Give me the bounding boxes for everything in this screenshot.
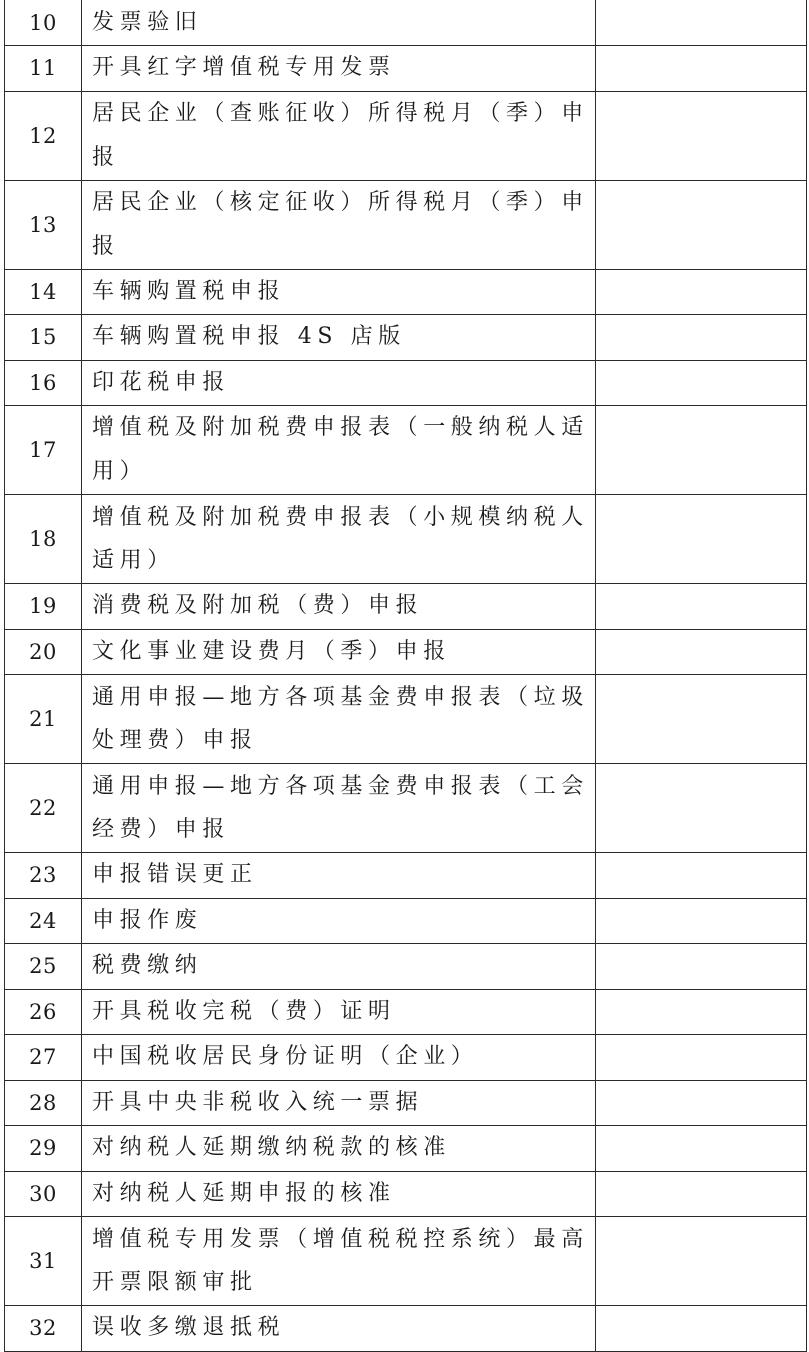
- row-number: 23: [5, 853, 82, 899]
- row-number: 14: [5, 269, 82, 315]
- service-item-name: 开具红字增值税专用发票: [82, 46, 596, 92]
- row-number: 27: [5, 1035, 82, 1081]
- empty-cell: [596, 406, 807, 495]
- row-number: 18: [5, 495, 82, 584]
- table-row: [5, 0, 807, 46]
- empty-cell: [596, 1217, 807, 1306]
- empty-cell: [596, 584, 807, 630]
- table-row: [5, 406, 807, 495]
- row-number: 11: [5, 46, 82, 92]
- empty-cell: [596, 675, 807, 764]
- service-item-name: 居民企业（查账征收）所得税月（季）申报: [82, 91, 596, 180]
- table-row: [5, 1306, 807, 1352]
- empty-cell: [596, 629, 807, 675]
- table-row: [5, 675, 807, 764]
- table-row: [5, 989, 807, 1035]
- table-row: [5, 584, 807, 630]
- empty-cell: [596, 1306, 807, 1352]
- service-item-name: 发票验旧: [82, 0, 596, 46]
- service-item-name: 车辆购置税申报: [82, 269, 596, 315]
- row-number: 24: [5, 898, 82, 944]
- service-item-name: 税费缴纳: [82, 944, 596, 990]
- service-item-name: 申报错误更正: [82, 853, 596, 899]
- service-item-name: 申报作废: [82, 898, 596, 944]
- row-number: 20: [5, 629, 82, 675]
- table-row: [5, 180, 807, 269]
- service-item-name: 对纳税人延期申报的核准: [82, 1171, 596, 1217]
- row-number: 31: [5, 1217, 82, 1306]
- table-row: [5, 1171, 807, 1217]
- service-item-name: 居民企业（核定征收）所得税月（季）申报: [82, 180, 596, 269]
- table-row: [5, 898, 807, 944]
- service-item-name: 误收多缴退抵税: [82, 1306, 596, 1352]
- row-number: 30: [5, 1171, 82, 1217]
- empty-cell: [596, 989, 807, 1035]
- service-item-name: 对纳税人延期缴纳税款的核准: [82, 1126, 596, 1172]
- table-row: [5, 1126, 807, 1172]
- row-number: 29: [5, 1126, 82, 1172]
- service-item-name: 车辆购置税申报 4S 店版: [82, 315, 596, 361]
- empty-cell: [596, 91, 807, 180]
- row-number: 25: [5, 944, 82, 990]
- empty-cell: [596, 360, 807, 406]
- service-item-name: 增值税专用发票（增值税税控系统）最高开票限额审批: [82, 1217, 596, 1306]
- table-row: [5, 764, 807, 853]
- table-row: [5, 853, 807, 899]
- empty-cell: [596, 944, 807, 990]
- row-number: 19: [5, 584, 82, 630]
- service-item-name: 中国税收居民身份证明（企业）: [82, 1035, 596, 1081]
- table-row: [5, 91, 807, 180]
- table-row: [5, 1035, 807, 1081]
- row-number: 28: [5, 1080, 82, 1126]
- table-row: [5, 629, 807, 675]
- table-row: [5, 495, 807, 584]
- empty-cell: [596, 269, 807, 315]
- table-row: [5, 360, 807, 406]
- row-number: 13: [5, 180, 82, 269]
- table-row: [5, 944, 807, 990]
- empty-cell: [596, 1126, 807, 1172]
- table-row: [5, 1080, 807, 1126]
- empty-cell: [596, 764, 807, 853]
- empty-cell: [596, 1171, 807, 1217]
- service-item-name: 文化事业建设费月（季）申报: [82, 629, 596, 675]
- empty-cell: [596, 1035, 807, 1081]
- table-row: [5, 269, 807, 315]
- service-item-name: 通用申报—地方各项基金费申报表（工会经费）申报: [82, 764, 596, 853]
- row-number: 26: [5, 989, 82, 1035]
- service-item-name: 增值税及附加税费申报表（一般纳税人适用）: [82, 406, 596, 495]
- service-item-name: 印花税申报: [82, 360, 596, 406]
- row-number: 21: [5, 675, 82, 764]
- empty-cell: [596, 853, 807, 899]
- empty-cell: [596, 0, 807, 46]
- empty-cell: [596, 180, 807, 269]
- table-row: [5, 315, 807, 361]
- row-number: 12: [5, 91, 82, 180]
- row-number: 22: [5, 764, 82, 853]
- row-number: 16: [5, 360, 82, 406]
- empty-cell: [596, 1080, 807, 1126]
- row-number: 17: [5, 406, 82, 495]
- empty-cell: [596, 315, 807, 361]
- row-number: 32: [5, 1306, 82, 1352]
- empty-cell: [596, 898, 807, 944]
- table-row: [5, 1217, 807, 1306]
- row-number: 15: [5, 315, 82, 361]
- table-row: [5, 46, 807, 92]
- service-item-name: 消费税及附加税（费）申报: [82, 584, 596, 630]
- service-item-name: 增值税及附加税费申报表（小规模纳税人适用）: [82, 495, 596, 584]
- row-number: 10: [5, 0, 82, 46]
- service-items-table: [4, 0, 807, 1352]
- service-item-name: 开具税收完税（费）证明: [82, 989, 596, 1035]
- empty-cell: [596, 46, 807, 92]
- service-item-name: 开具中央非税收入统一票据: [82, 1080, 596, 1126]
- service-table-page: [4, 0, 806, 1352]
- service-item-name: 通用申报—地方各项基金费申报表（垃圾处理费）申报: [82, 675, 596, 764]
- empty-cell: [596, 495, 807, 584]
